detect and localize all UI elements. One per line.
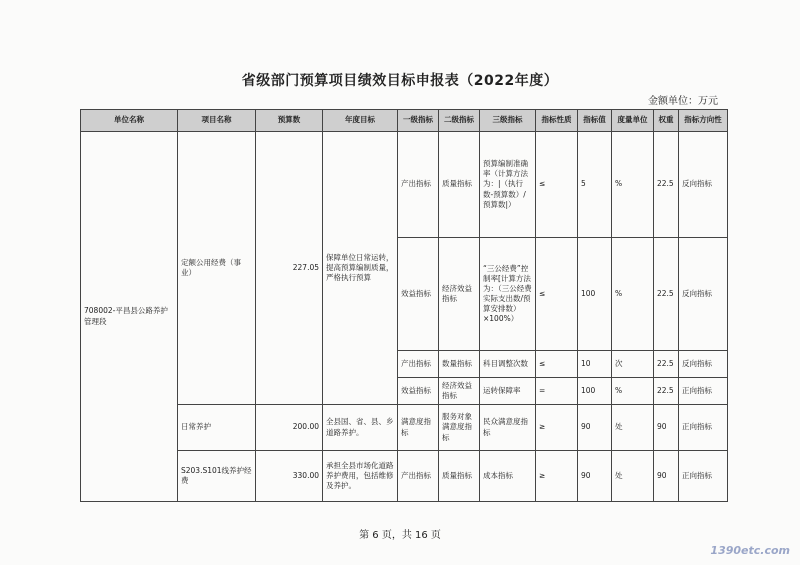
direction-cell: 正向指标: [679, 405, 728, 451]
table-row: [81, 451, 728, 502]
weight-cell: 22.5: [654, 238, 679, 351]
level3-cell: “三公经费”控制率[计算方法为：（三公经费实际支出数/预算安排数）×100%）: [480, 238, 536, 351]
header-level3-indicator: 三级指标: [480, 110, 536, 132]
weight-cell: 22.5: [654, 378, 679, 405]
watermark: 1390etc.com: [710, 544, 790, 557]
level1-cell: 产出指标: [398, 132, 439, 238]
measure-unit-cell: 次: [612, 351, 654, 378]
header-project-name: 项目名称: [178, 110, 256, 132]
nature-cell: ≤: [536, 238, 578, 351]
measure-unit-cell: %: [612, 378, 654, 405]
level1-cell: 产出指标: [398, 451, 439, 502]
page-footer: 第 6 页，共 16 页: [359, 530, 441, 541]
table-row: [81, 405, 728, 451]
direction-cell: 反向指标: [679, 351, 728, 378]
direction-cell: 正向指标: [679, 451, 728, 502]
value-cell: 10: [578, 351, 612, 378]
nature-cell: ≥: [536, 405, 578, 451]
weight-cell: 90: [654, 405, 679, 451]
level3-cell: 民众满意度指标: [480, 405, 536, 451]
nature-cell: ≤: [536, 132, 578, 238]
level2-cell: 数量指标: [439, 351, 480, 378]
measure-unit-cell: %: [612, 238, 654, 351]
weight-cell: 22.5: [654, 351, 679, 378]
header-annual-goal: 年度目标: [323, 110, 398, 132]
level3-cell: 科目调整次数: [480, 351, 536, 378]
header-indicator-value: 指标值: [578, 110, 612, 132]
annual-goal-cell: 保障单位日常运转，提高预算编制质量，严格执行预算: [323, 132, 398, 405]
nature-cell: ≤: [536, 351, 578, 378]
amount-unit-label: 金额单位：万元: [648, 96, 718, 107]
header-budget: 预算数: [256, 110, 323, 132]
nature-cell: ≥: [536, 451, 578, 502]
level3-cell: 预算编制准确率（计算方法为：|（执行数-预算数）/预算数|）: [480, 132, 536, 238]
project-name-cell: 定额公用经费（事业）: [178, 132, 256, 405]
page-title: 省级部门预算项目绩效目标申报表（2022年度）: [241, 73, 559, 89]
budget-cell: 200.00: [256, 405, 323, 451]
level3-cell: 成本指标: [480, 451, 536, 502]
value-cell: 100: [578, 378, 612, 405]
direction-cell: 反向指标: [679, 132, 728, 238]
project-name-cell: 日常养护: [178, 405, 256, 451]
value-cell: 5: [578, 132, 612, 238]
level2-cell: 质量指标: [439, 451, 480, 502]
value-cell: 90: [578, 405, 612, 451]
performance-target-table: [80, 109, 728, 502]
header-level1-indicator: 一级指标: [398, 110, 439, 132]
header-unit-name: 单位名称: [81, 110, 178, 132]
annual-goal-cell: 全县国、省、县、乡道路养护。: [323, 405, 398, 451]
level1-cell: 满意度指标: [398, 405, 439, 451]
level1-cell: 效益指标: [398, 378, 439, 405]
budget-cell: 330.00: [256, 451, 323, 502]
level1-cell: 产出指标: [398, 351, 439, 378]
header-indicator-nature: 指标性质: [536, 110, 578, 132]
weight-cell: 90: [654, 451, 679, 502]
level2-cell: 质量指标: [439, 132, 480, 238]
direction-cell: 正向指标: [679, 378, 728, 405]
nature-cell: =: [536, 378, 578, 405]
header-direction: 指标方向性: [679, 110, 728, 132]
project-name-cell: S203.S101线养护经费: [178, 451, 256, 502]
direction-cell: 反向指标: [679, 238, 728, 351]
annual-goal-cell: 承担全县市场化道路养护费用，包括维修及养护。: [323, 451, 398, 502]
level1-cell: 效益指标: [398, 238, 439, 351]
measure-unit-cell: 处: [612, 405, 654, 451]
unit-name-cell: 708002-平昌县公路养护管理段: [81, 132, 178, 502]
measure-unit-cell: 处: [612, 451, 654, 502]
level3-cell: 运转保障率: [480, 378, 536, 405]
header-measure-unit: 度量单位: [612, 110, 654, 132]
table-row: [81, 132, 728, 238]
header-level2-indicator: 二级指标: [439, 110, 480, 132]
budget-cell: 227.05: [256, 132, 323, 405]
header-weight: 权重: [654, 110, 679, 132]
level2-cell: 经济效益指标: [439, 238, 480, 351]
level2-cell: 服务对象满意度指标: [439, 405, 480, 451]
measure-unit-cell: %: [612, 132, 654, 238]
level2-cell: 经济效益指标: [439, 378, 480, 405]
table-header-row: [81, 110, 728, 132]
value-cell: 100: [578, 238, 612, 351]
weight-cell: 22.5: [654, 132, 679, 238]
value-cell: 90: [578, 451, 612, 502]
